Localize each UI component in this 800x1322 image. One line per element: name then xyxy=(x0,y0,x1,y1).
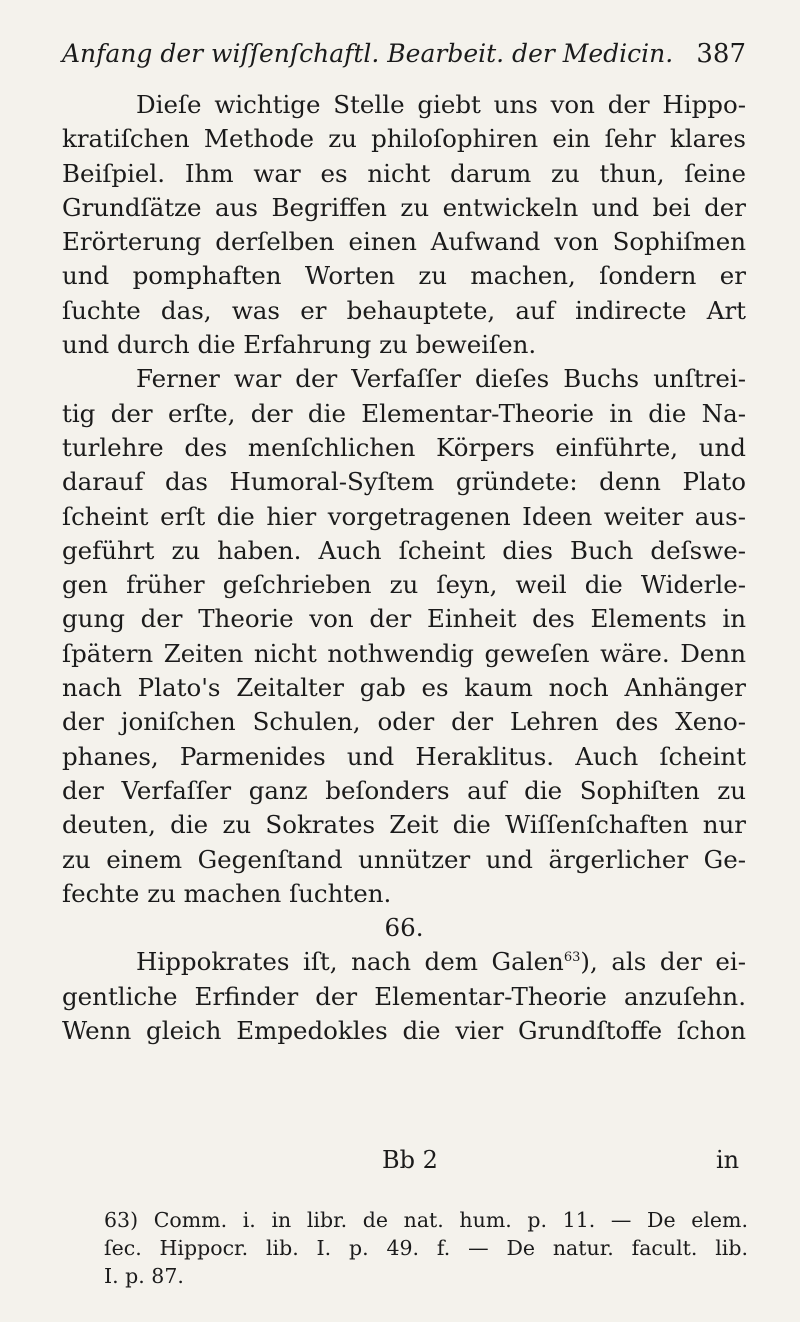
text-line xyxy=(62,122,746,156)
text-line xyxy=(62,740,746,774)
text-line xyxy=(62,362,746,396)
text-line xyxy=(62,705,746,739)
running-header xyxy=(62,36,746,72)
text-line xyxy=(62,534,746,568)
text-line-content: Grundſätze aus Begriffen zu entwickeln und bei der xyxy=(62,192,746,222)
text-line-content: deuten, die zu Sokrates Zeit die Wiſſenſchaften nur xyxy=(62,810,746,840)
signature-mark: Bb 2 xyxy=(382,1146,438,1174)
text-line xyxy=(62,328,746,362)
page-number: 387 xyxy=(696,39,746,69)
text-line xyxy=(62,671,746,705)
text-line-content: 66. xyxy=(384,913,424,943)
text-line-content: tig der erſte, der die Elementar-Theorie in die Na- xyxy=(62,398,746,428)
text-line xyxy=(62,88,746,122)
section-number xyxy=(62,911,746,945)
text-line-content: Beiſpiel. Ihm war es nicht darum zu thun, ſeine xyxy=(62,158,746,188)
text-line-content: geführt zu haben. Auch ſcheint dies Buch deſswe- xyxy=(62,535,746,565)
text-line xyxy=(62,500,746,534)
text-line-content: der Verfaſſer ganz beſonders auf die Sophiſten zu xyxy=(62,775,746,805)
text-line xyxy=(62,397,746,431)
text-line-content: Dieſe wichtige Stelle giebt uns von der Hippo- xyxy=(136,90,746,119)
body-text xyxy=(62,88,746,1048)
text-line-content: zu einem Gegenſtand unnützer und ärgerlicher Ge- xyxy=(62,844,746,874)
text-line xyxy=(62,637,746,671)
text-line-content: gentliche Erfinder der Elementar-Theorie anzuſehn. xyxy=(62,981,746,1011)
text-line-content: und durch die Erfahrung zu beweiſen. xyxy=(62,330,537,360)
text-line-content: Wenn gleich Empedokles die vier Grundſtoffe ſchon xyxy=(62,1016,746,1046)
footnote-line: 63) Comm. i. in libr. de nat. hum. p. 11. — De elem. xyxy=(104,1208,748,1232)
text-line xyxy=(62,191,746,225)
text-line-content: gen früher geſchrieben zu ſeyn, weil die Widerle- xyxy=(62,570,746,600)
text-line-content: Ferner war der Verfaſſer dieſes Buchs unſtrei- xyxy=(136,364,746,394)
text-line-content: ſpätern Zeiten nicht nothwendig geweſen wäre. Denn xyxy=(62,638,746,668)
footnote-reference: 63 xyxy=(563,950,581,966)
text-line xyxy=(62,431,746,465)
text-line-content: phanes, Parmenides und Heraklitus. Auch ſcheint xyxy=(62,741,746,771)
text-line xyxy=(62,774,746,808)
text-line-content: ſuchte das, was er behauptete, auf indirecte Art xyxy=(62,295,746,325)
text-line-content: ſcheint erſt die hier vorgetragenen Ideen weiter aus- xyxy=(62,501,746,531)
text-line-continuation: ), als der ei- xyxy=(580,947,746,977)
text-line xyxy=(62,568,746,602)
text-line xyxy=(62,808,746,842)
catchword: in xyxy=(716,1146,740,1174)
text-line-content: fechte zu machen ſuchten. xyxy=(62,878,392,908)
text-line xyxy=(62,259,746,293)
footnote-line: I. p. 87. xyxy=(104,1264,184,1288)
text-line-content: Hippokrates iſt, nach dem Galen xyxy=(136,947,564,977)
text-line xyxy=(62,877,746,911)
text-line-content: Erörterung derſelben einen Aufwand von Sophiſmen xyxy=(62,227,746,257)
footnotes xyxy=(104,1206,748,1290)
text-line xyxy=(62,980,746,1014)
text-line xyxy=(62,294,746,328)
text-line xyxy=(62,602,746,636)
text-line-content: nach Plato's Zeitalter gab es kaum noch Anhänger xyxy=(62,673,746,703)
text-line xyxy=(62,843,746,877)
text-line-content: der joniſchen Schulen, oder der Lehren des Xeno- xyxy=(62,707,746,737)
text-line-content: gung der Theorie von der Einheit des Elements in xyxy=(62,604,746,634)
running-title: Anfang der wiſſenſchaftl. Bearbeit. der Medicin. xyxy=(62,39,674,68)
text-line-content: turlehre des menſchlichen Körpers einführte, und xyxy=(62,432,746,462)
text-line-content: kratiſchen Methode zu philoſophiren ein ſehr klares xyxy=(62,124,746,154)
text-line xyxy=(62,945,746,979)
text-line xyxy=(62,225,746,259)
text-line-content: darauf das Humoral-Syſtem gründete: denn Plato xyxy=(62,467,746,497)
text-line xyxy=(62,465,746,499)
footnote-line: ſec. Hippocr. lib. I. p. 49. f. — De natur. facult. lib. xyxy=(104,1236,748,1260)
text-line xyxy=(62,157,746,191)
text-line xyxy=(62,1014,746,1048)
text-line-content: und pomphaften Worten zu machen, ſondern er xyxy=(62,261,746,291)
